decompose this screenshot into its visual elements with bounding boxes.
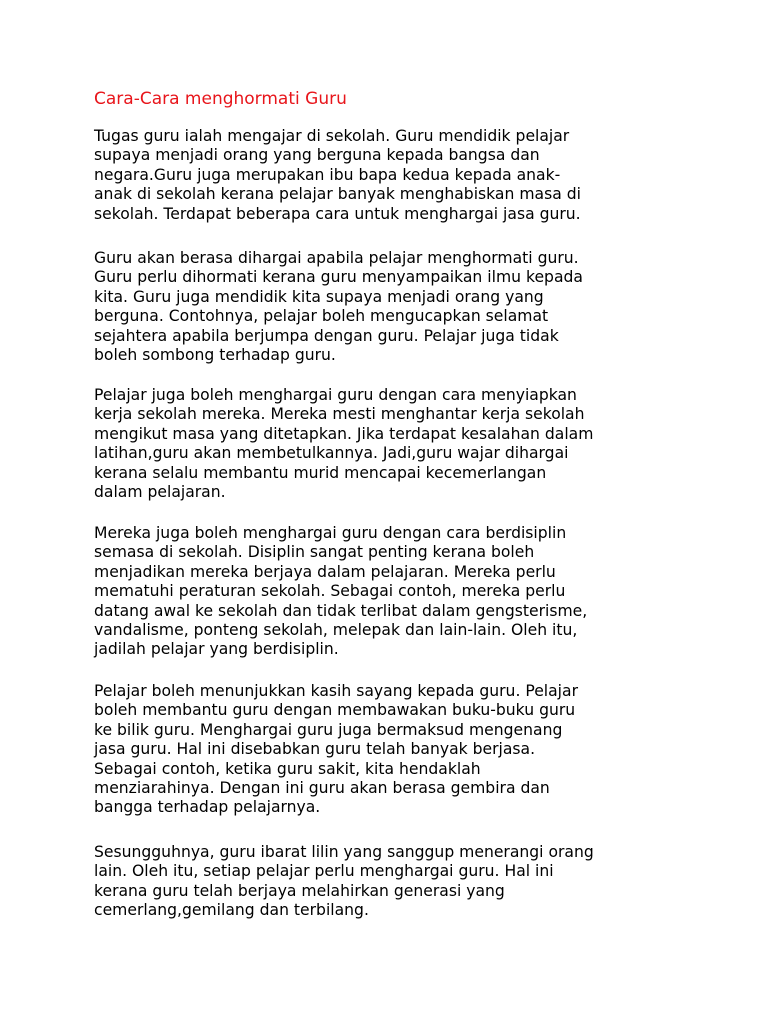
- paragraph-line: boleh membantu guru dengan membawakan buku-buku guru: [94, 701, 576, 720]
- paragraph-line: dalam pelajaran.: [94, 483, 226, 502]
- document-title: Cara-Cara menghormati Guru: [94, 89, 347, 109]
- paragraph-line: kerja sekolah mereka. Mereka mesti menghantar kerja sekolah: [94, 405, 585, 424]
- paragraph-line: Pelajar juga boleh menghargai guru dengan cara menyiapkan: [94, 386, 577, 404]
- paragraph-line: anak di sekolah kerana pelajar banyak menghabiskan masa di: [94, 185, 581, 204]
- paragraph-line: Pelajar boleh menunjukkan kasih sayang kepada guru. Pelajar: [94, 682, 578, 700]
- paragraph-1: [94, 127, 581, 224]
- paragraph-line: bangga terhadap pelajarnya.: [94, 798, 321, 817]
- paragraph-line: Tugas guru ialah mengajar di sekolah. Guru mendidik pelajar: [94, 127, 570, 145]
- paragraph-6: [94, 843, 594, 921]
- paragraph-line: ke bilik guru. Menghargai guru juga bermaksud mengenang: [94, 720, 563, 739]
- paragraph-line: lain. Oleh itu, setiap pelajar perlu menghargai guru. Hal ini: [94, 862, 554, 881]
- paragraph-line: mematuhi peraturan sekolah. Sebagai contoh, mereka perlu: [94, 582, 566, 601]
- paragraph-line: latihan,guru akan membetulkannya. Jadi,guru wajar dihargai: [94, 444, 569, 463]
- paragraph-line: sejahtera apabila berjumpa dengan guru. Pelajar juga tidak: [94, 326, 559, 345]
- paragraph-line: cemerlang,gemilang dan terbilang.: [94, 901, 369, 920]
- paragraph-line: Sesungguhnya, guru ibarat lilin yang sanggup menerangi orang: [94, 843, 594, 861]
- paragraph-line: jasa guru. Hal ini disebabkan guru telah banyak berjasa.: [94, 740, 536, 759]
- paragraph-line: menjadikan mereka berjaya dalam pelajaran. Mereka perlu: [94, 562, 556, 581]
- paragraph-line: menziarahinya. Dengan ini guru akan berasa gembira dan: [94, 779, 550, 798]
- paragraph-line: kita. Guru juga mendidik kita supaya menjadi orang yang: [94, 287, 544, 306]
- paragraph-3: [94, 386, 593, 502]
- paragraph-5: [94, 682, 578, 818]
- paragraph-line: kerana guru telah berjaya melahirkan generasi yang: [94, 881, 505, 900]
- paragraph-line: berguna. Contohnya, pelajar boleh mengucapkan selamat: [94, 307, 549, 326]
- paragraph-line: sekolah. Terdapat beberapa cara untuk menghargai jasa guru.: [94, 204, 581, 223]
- paragraph-line: negara.Guru juga merupakan ibu bapa kedua kepada anak-: [94, 165, 561, 184]
- paragraph-line: Guru perlu dihormati kerana guru menyampaikan ilmu kepada: [94, 268, 583, 287]
- paragraph-line: Mereka juga boleh menghargai guru dengan cara berdisiplin: [94, 524, 567, 542]
- paragraph-line: kerana selalu membantu murid mencapai kecemerlangan: [94, 463, 547, 482]
- paragraph-line: mengikut masa yang ditetapkan. Jika terdapat kesalahan dalam: [94, 424, 594, 443]
- paragraph-line: supaya menjadi orang yang berguna kepada bangsa dan: [94, 146, 540, 165]
- paragraph-line: datang awal ke sekolah dan tidak terlibat dalam gengsterisme,: [94, 601, 588, 620]
- paragraph-line: jadilah pelajar yang berdisiplin.: [94, 640, 339, 659]
- paragraph-line: Sebagai contoh, ketika guru sakit, kita hendaklah: [94, 759, 481, 778]
- paragraph-line: semasa di sekolah. Disiplin sangat penting kerana boleh: [94, 543, 535, 562]
- paragraph-line: vandalisme, ponteng sekolah, melepak dan lain-lain. Oleh itu,: [94, 621, 578, 640]
- paragraph-4: [94, 524, 587, 660]
- paragraph-line: Guru akan berasa dihargai apabila pelajar menghormati guru.: [94, 249, 579, 267]
- paragraph-2: [94, 249, 583, 365]
- paragraph-line: boleh sombong terhadap guru.: [94, 346, 336, 365]
